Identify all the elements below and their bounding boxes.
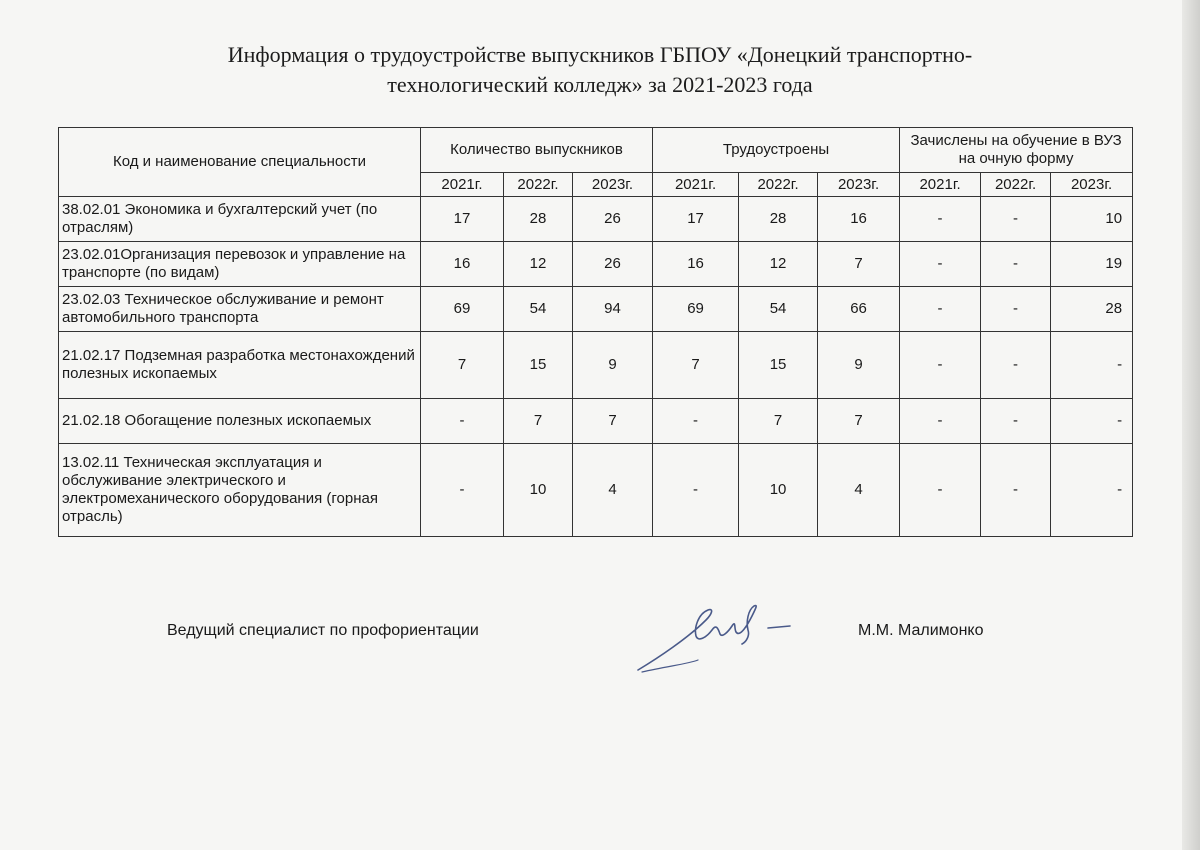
table-cell: 15 <box>504 332 573 399</box>
table-cell: 28 <box>1051 287 1133 332</box>
specialty-name: 23.02.03 Техническое обслуживание и ремонт автомобильного транспорта <box>59 287 421 332</box>
table-cell: 69 <box>653 287 739 332</box>
table-cell: 7 <box>818 399 900 444</box>
specialty-name: 21.02.18 Обогащение полезных ископаемых <box>59 399 421 444</box>
table-cell: - <box>981 287 1051 332</box>
table-cell: 10 <box>1051 197 1133 242</box>
document-title <box>0 40 1200 100</box>
table-row <box>59 197 1133 242</box>
table-cell: - <box>981 197 1051 242</box>
header-specialty: Код и наименование специальности <box>59 128 421 197</box>
table-cell: 26 <box>573 197 653 242</box>
table-cell: 9 <box>818 332 900 399</box>
table-cell: 7 <box>818 242 900 287</box>
title-line-1: Информация о трудоустройстве выпускников ГБПОУ «Донецкий транспортно- <box>227 42 973 67</box>
table-cell: - <box>900 399 981 444</box>
table-cell: 19 <box>1051 242 1133 287</box>
table-cell: - <box>1051 332 1133 399</box>
signer-position: Ведущий специалист по профориентации <box>167 622 479 639</box>
table-cell: 7 <box>573 399 653 444</box>
table-cell: - <box>900 444 981 537</box>
table-cell: 69 <box>421 287 504 332</box>
year-header: 2023г. <box>1051 173 1133 197</box>
title-line-2: технологический колледж» за 2021-2023 года <box>387 72 813 97</box>
page-edge <box>1182 0 1200 850</box>
table-row <box>59 399 1133 444</box>
table-row <box>59 242 1133 287</box>
specialty-name: 21.02.17 Подземная разработка местонахождений полезных ископаемых <box>59 332 421 399</box>
table-cell: 7 <box>421 332 504 399</box>
table-cell: 17 <box>653 197 739 242</box>
table-cell: 12 <box>739 242 818 287</box>
table-row <box>59 332 1133 399</box>
table-cell: - <box>900 287 981 332</box>
table-cell: - <box>653 399 739 444</box>
table-cell: 12 <box>504 242 573 287</box>
table-cell: - <box>900 197 981 242</box>
table-cell: - <box>981 242 1051 287</box>
table-cell: - <box>900 332 981 399</box>
table-cell: 28 <box>504 197 573 242</box>
table-cell: 15 <box>739 332 818 399</box>
header-row <box>59 128 1133 173</box>
handwritten-signature <box>628 598 808 678</box>
table-cell: - <box>421 444 504 537</box>
table-cell: 10 <box>504 444 573 537</box>
table-cell: 16 <box>653 242 739 287</box>
specialty-name: 38.02.01 Экономика и бухгалтерский учет (по отраслям) <box>59 197 421 242</box>
table-cell: 4 <box>818 444 900 537</box>
table-cell: - <box>421 399 504 444</box>
table-cell: 54 <box>739 287 818 332</box>
table-cell: 94 <box>573 287 653 332</box>
table-cell: 7 <box>739 399 818 444</box>
table-cell: 4 <box>573 444 653 537</box>
table-cell: 66 <box>818 287 900 332</box>
year-header: 2021г. <box>653 173 739 197</box>
table-row <box>59 287 1133 332</box>
year-header: 2023г. <box>573 173 653 197</box>
table-cell: 9 <box>573 332 653 399</box>
table-cell: - <box>981 399 1051 444</box>
table-cell: - <box>1051 399 1133 444</box>
year-header: 2021г. <box>421 173 504 197</box>
table-cell: 7 <box>653 332 739 399</box>
table-cell: 26 <box>573 242 653 287</box>
table-cell: 28 <box>739 197 818 242</box>
table-cell: 17 <box>421 197 504 242</box>
header-graduates: Количество выпускников <box>421 128 653 173</box>
table-cell: 7 <box>504 399 573 444</box>
header-enrolled: Зачислены на обучение в ВУЗ на очную форму <box>900 128 1133 173</box>
year-header: 2022г. <box>981 173 1051 197</box>
table-cell: - <box>981 332 1051 399</box>
table-cell: 54 <box>504 287 573 332</box>
table-cell: - <box>1051 444 1133 537</box>
table-cell: 10 <box>739 444 818 537</box>
table-cell: - <box>981 444 1051 537</box>
table-row <box>59 444 1133 537</box>
table-cell: 16 <box>421 242 504 287</box>
year-header: 2022г. <box>739 173 818 197</box>
table-cell: - <box>900 242 981 287</box>
table-cell: - <box>653 444 739 537</box>
specialty-name: 23.02.01Организация перевозок и управление на транспорте (по видам) <box>59 242 421 287</box>
year-header: 2023г. <box>818 173 900 197</box>
specialty-name: 13.02.11 Техническая эксплуатация и обслуживание электрического и электромеханического оборудования (горная отрасль) <box>59 444 421 537</box>
signer-name: М.М. Малимонко <box>858 622 984 639</box>
header-employed: Трудоустроены <box>653 128 900 173</box>
employment-table <box>58 127 1133 537</box>
table-cell: 16 <box>818 197 900 242</box>
year-header: 2022г. <box>504 173 573 197</box>
year-header: 2021г. <box>900 173 981 197</box>
